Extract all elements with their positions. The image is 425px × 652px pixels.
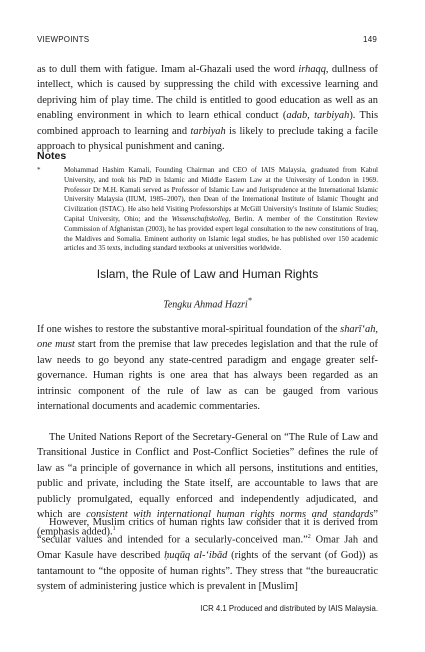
article-paragraph-2: The United Nations Report of the Secretary-General on “The Rule of Law and Transitional Justice in Conflict and Post-Conflict Societies” defines the rule of law as “a principle of governance in which all persons, institutions and entities, public and private, including the State itself, are accountable to laws that are publicly promulgated, equally enforced and independently adjudicated, and which are consistent with international human rights norms and standards” (emphasis added).$^1$ [37, 432, 378, 538]
author-note [37, 166, 378, 254]
note-marker: * [37, 166, 41, 174]
article-author: Tengku Ahmad Hazri* [163, 296, 252, 311]
page-number: 149 [363, 35, 377, 44]
footnote-ref-1: 1 [112, 526, 116, 533]
section-label: VIEWPOINTS [37, 35, 90, 44]
footnote-ref-2: 2 [307, 534, 311, 541]
note-text: Mohammad Hashim Kamali, Founding Chairman and CEO of IAIS Malaysia, graduated from Kabul University, and took his PhD in Islamic and Middle Eastern Law at the University of London in 1969. Professor Dr M.H. Kamali served as Professor of Islamic Law and Jurisprudence at the International Islamic University Malaysia (IIUM, 1985–2007), then Dean of the International Institute of Islamic Thought and Civilization (ISTAC). He also held Visiting Professorships at McGill University's Institute of Islamic Studies; Capital University, Ohio; and the Wissenschaftskolleg, Berlin. A member of the Constitution Review Commission of Afghanistan (2003), he has provided expert legal consultation to the new constitutions of Iraq, the Maldives and Somalia. Eminent authority on Islamic legal studies, he has published over 150 academic articles and 35 texts, including standard textbooks at universities worldwide. [64, 166, 378, 253]
article-title: Islam, the Rule of Law and Human Rights [96, 267, 319, 281]
notes-heading: Notes [37, 150, 67, 162]
page-footer: ICR 4.1 Produced and distributed by IAIS Malaysia. [200, 604, 378, 613]
article-paragraph-3: However, Muslim critics of human rights law consider that it is derived from “secular values and intended for a secularly-conceived man.”$^2$ Omar Jah and Omar Kasule have described ḥuqūq al-‘ibād (rights of the servant (of God)) as tantamount to “the opposite of human rights”. They stress that “the bureaucratic system of administering justice which is prevalent in [Muslim] [37, 517, 378, 593]
article-paragraph-1: If one wishes to restore the substantive moral-spiritual foundation of the sharī‘ah, one must start from the premise that law precedes legislation and that the rule of law needs to go beyond any state-centred paradigm and engage greater self-governance. Human rights is one area that has always been regarded as an intrinsic component of the rule of law as can be gauged from various international documents and academic commentaries. [37, 324, 378, 413]
intro-paragraph: as to dull them with fatigue. Imam al-Ghazali used the word irhaqq, dullness of intellect, which is caused by suppressing the child with excessive learning and depriving him of play time. The child is entitled to good education as well as an enabling environment in which to learn ethical conduct (adab, tarbiyah). This combined approach to learning and tarbiyah is likely to preclude taking a facile approach to physical punishment and caning. [37, 64, 379, 153]
